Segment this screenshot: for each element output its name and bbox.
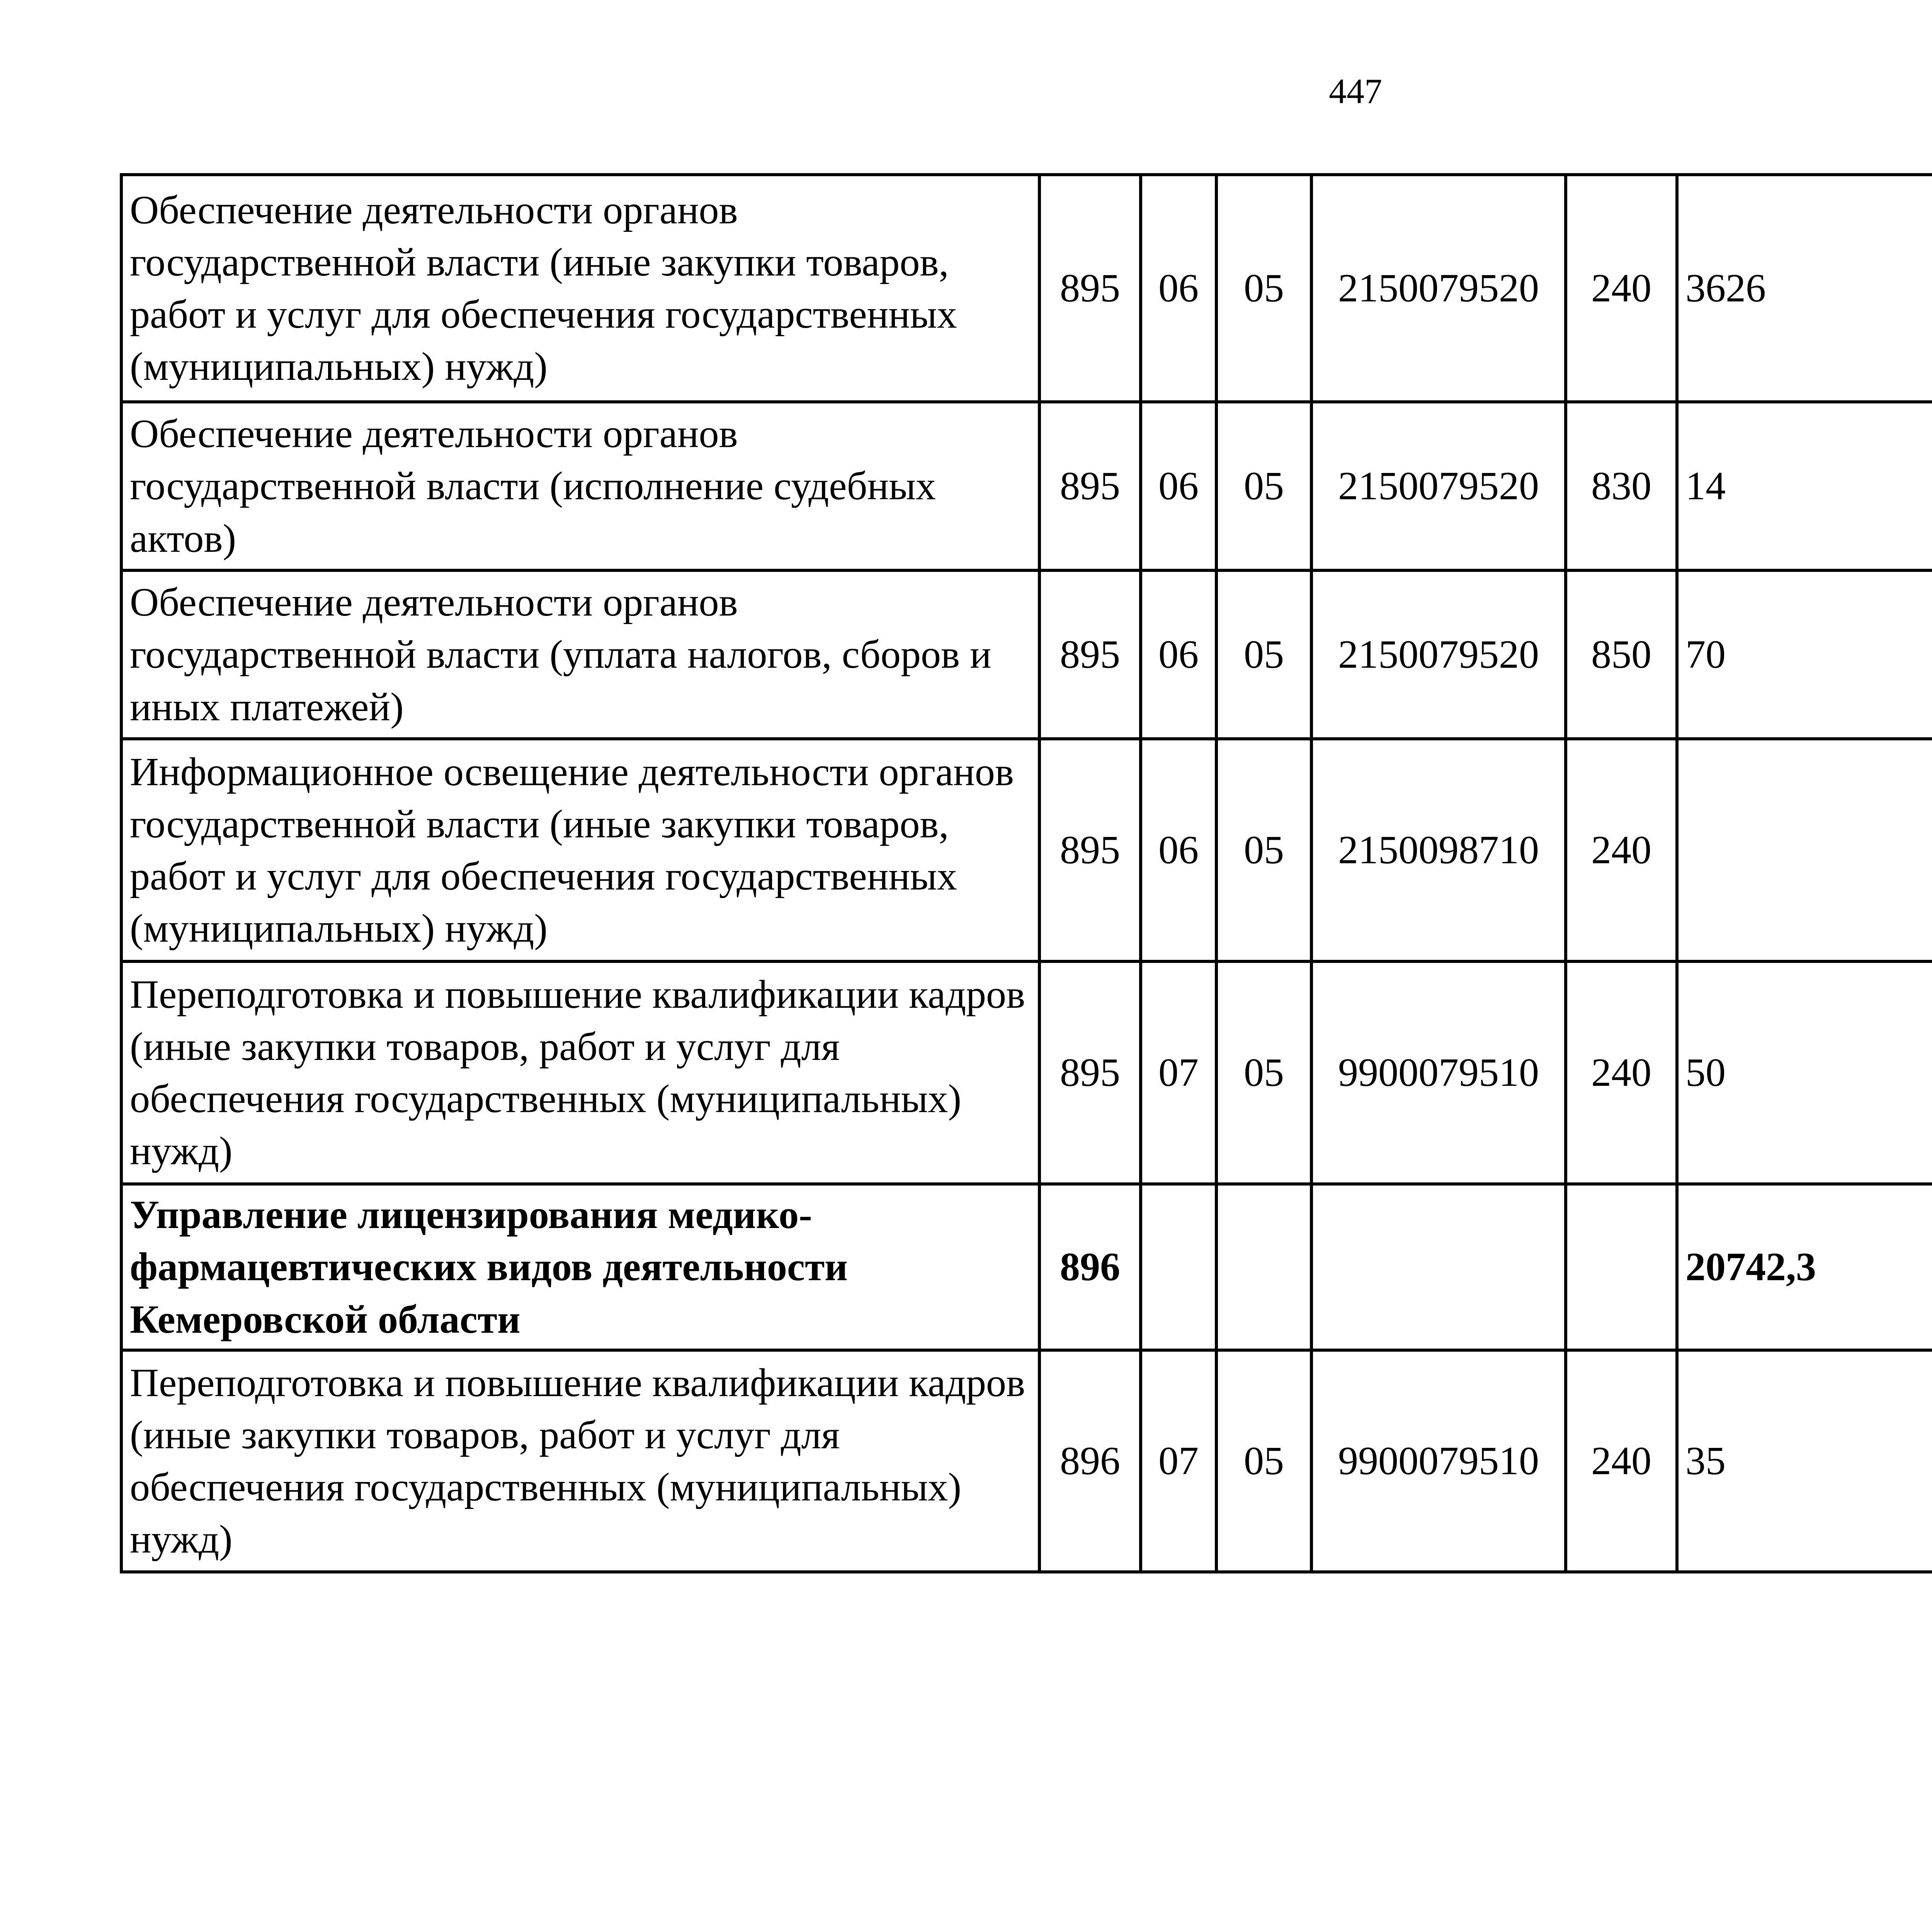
row-name: Информационное освещение деятельности органов государственной власти (иные закупки товаров, работ и услуг для обеспечения государственных (муниципальных) нужд) [121,739,1039,961]
amount-year-1 [1677,739,1932,961]
expense-type-code [1566,1184,1677,1350]
budget-table [120,173,1932,1573]
amount-year-1: 35 [1677,1350,1932,1572]
table-row [121,1350,1932,1572]
target-code: 2150079520 [1311,570,1566,739]
section-code: 06 [1141,570,1216,739]
section-code: 07 [1141,1350,1216,1572]
amount-year-1: 3626 [1677,175,1932,402]
table-row [121,570,1932,739]
subsection-code: 05 [1216,175,1311,402]
target-code: 9900079510 [1311,961,1566,1184]
amount-year-1: 20742,3 [1677,1184,1932,1350]
target-code: 2150098710 [1311,739,1566,961]
table-row-department-total [121,1184,1932,1350]
expense-type-code: 240 [1566,1350,1677,1572]
subsection-code: 05 [1216,570,1311,739]
section-code [1141,1184,1216,1350]
ministry-code: 895 [1039,175,1141,402]
target-code: 2150079520 [1311,402,1566,570]
subsection-code: 05 [1216,402,1311,570]
row-name: Переподготовка и повышение квалификации кадров (иные закупки товаров, работ и услуг для обеспечения государственных (муниципальных) нужд) [121,1350,1039,1572]
ministry-code: 895 [1039,570,1141,739]
target-code: 9900079510 [1311,1350,1566,1572]
table-row [121,402,1932,570]
section-code: 06 [1141,175,1216,402]
ministry-code: 896 [1039,1350,1141,1572]
section-code: 06 [1141,739,1216,961]
section-code: 06 [1141,402,1216,570]
target-code: 2150079520 [1311,175,1566,402]
expense-type-code: 830 [1566,402,1677,570]
row-name: Обеспечение деятельности органов государственной власти (уплата налогов, сборов и иных платежей) [121,570,1039,739]
subsection-code: 05 [1216,961,1311,1184]
amount-year-1: 50 [1677,961,1932,1184]
ministry-code: 896 [1039,1184,1141,1350]
table-row [121,175,1932,402]
expense-type-code: 240 [1566,175,1677,402]
amount-year-1: 14 [1677,402,1932,570]
row-name: Переподготовка и повышение квалификации кадров (иные закупки товаров, работ и услуг для обеспечения государственных (муниципальных) нужд) [121,961,1039,1184]
ministry-code: 895 [1039,961,1141,1184]
ministry-code: 895 [1039,402,1141,570]
table-row [121,961,1932,1184]
page-number: 447 [1329,71,1382,111]
expense-type-code: 850 [1566,570,1677,739]
row-name: Обеспечение деятельности органов государственной власти (исполнение судебных актов) [121,402,1039,570]
expense-type-code: 240 [1566,739,1677,961]
target-code [1311,1184,1566,1350]
row-name: Управление лицензирования медико-фармацевтических видов деятельности Кемеровской области [121,1184,1039,1350]
section-code: 07 [1141,961,1216,1184]
subsection-code: 05 [1216,739,1311,961]
row-name: Обеспечение деятельности органов государственной власти (иные закупки товаров, работ и услуг для обеспечения государственных (муниципальных) нужд) [121,175,1039,402]
table-row [121,739,1932,961]
amount-year-1: 70 [1677,570,1932,739]
subsection-code: 05 [1216,1350,1311,1572]
subsection-code [1216,1184,1311,1350]
expense-type-code: 240 [1566,961,1677,1184]
ministry-code: 895 [1039,739,1141,961]
